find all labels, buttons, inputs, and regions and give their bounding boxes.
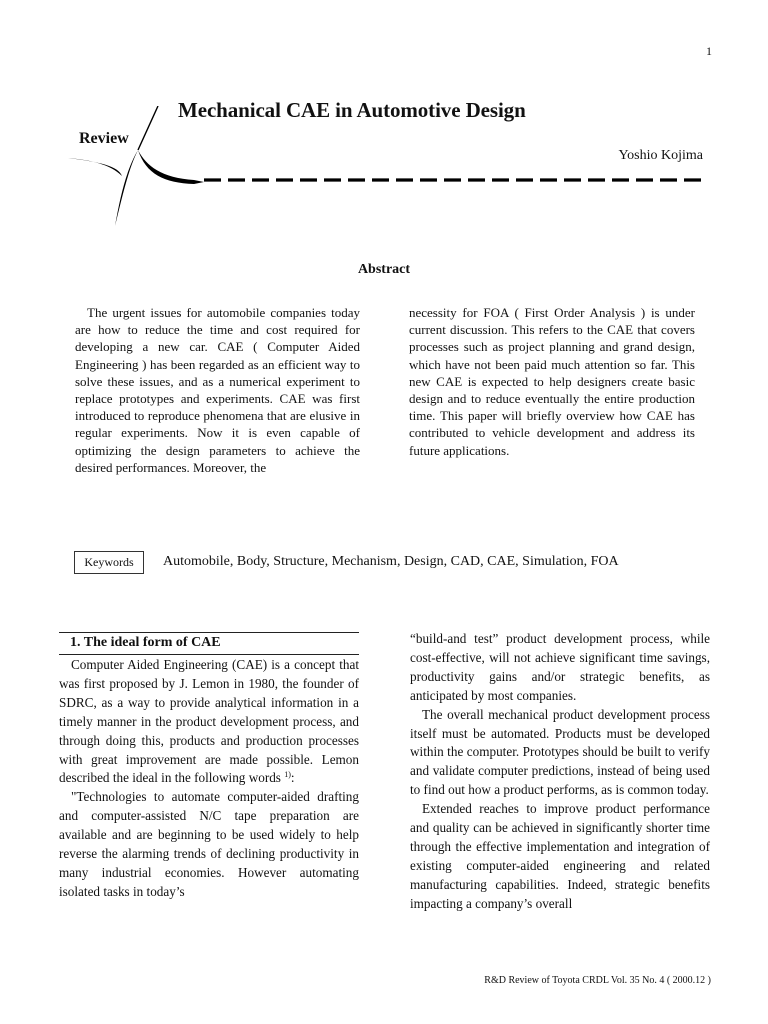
body-paragraph [59,656,359,788]
body-paragraph-quote: "Technologies to automate computer-aided drafting and computer-assisted N/C tape preparation are available and are beginning to be used widely to help reverse the alarming trends of declining productivity in many industrial economies. However automating isolated tasks in today’s [59,789,359,899]
body-text: Computer Aided Engineering (CAE) is a concept that was first proposed by J. Lemon in 1980, the founder of SDRC, as a way to provide analytical information in a timely manner in the product development process, and through doing this, products and production processes with great improvement are made possible. Lemon described the ideal in the following words [59,657,359,786]
header-dashed-rule [204,178,708,182]
reference-marker: 1) [284,770,291,780]
abstract-left-column [75,304,360,476]
paper-title: Mechanical CAE in Automotive Design [178,98,526,122]
section-heading-rule-top [59,632,359,633]
abstract-heading: Abstract [357,262,411,277]
section-heading: 1. The ideal form of CAE [70,635,221,650]
body-right-column [410,630,710,914]
body-text-punctuation: : [290,770,295,786]
body-paragraph-continued: “build-and test” product development process, while cost-effective, will not achieve significant time savings, productivity gains and/or strategic benefits, as anticipated by most companies. [410,631,710,703]
section-heading-rule-bottom [59,654,359,655]
abstract-paragraph: The urgent issues for automobile companies today are how to reduce the time and cost required for developing a new car. CAE ( Computer Aided Engineering ) has been regarded as an efficient way to solve these issues, and as a numerical experiment to replace prototypes and experiments. CAE was first introduced to reproduce phenomena that are elusive in regular experiments. Now it is even capable of optimizing the design parameters to achieve the desired performances. Moreover, the [75,305,360,475]
review-logo-graphic [66,106,206,228]
body-left-column [59,656,359,902]
abstract-paragraph-continued: necessity for FOA ( First Order Analysis ) is under current discussion. This refers to the CAE that covers processes such as project planning and grand design, which have not been paid much attention so far. This new CAE is expected to help designers create basic design and to reduce eventually the entire production time. This paper will briefly overview how CAE has contributed to vehicle development and address its future applications. [409,305,695,458]
body-paragraph: Extended reaches to improve product performance and quality can be achieved in significantly shorter time through the effective implementation and integration of existing computer-aided engineering and related manufacturing capabilities. Indeed, strategic benefits impacting a company’s overall [410,801,710,911]
article-category-label: Review [79,130,129,147]
page-number: 1 [706,44,712,58]
keywords-list: Automobile, Body, Structure, Mechanism, Design, CAD, CAE, Simulation, FOA [163,554,619,569]
body-paragraph: The overall mechanical product development process itself must be automated. Products must be developed within the computer. Prototypes should be built to verify and validate computer predictions, instead of being used to find out how a product performs, as is common today. [410,706,710,798]
author-name: Yoshio Kojima [618,148,703,163]
keywords-label-box: Keywords [74,551,144,574]
abstract-right-column [409,304,695,459]
journal-footer: R&D Review of Toyota CRDL Vol. 35 No. 4 ( 2000.12 ) [484,975,711,986]
